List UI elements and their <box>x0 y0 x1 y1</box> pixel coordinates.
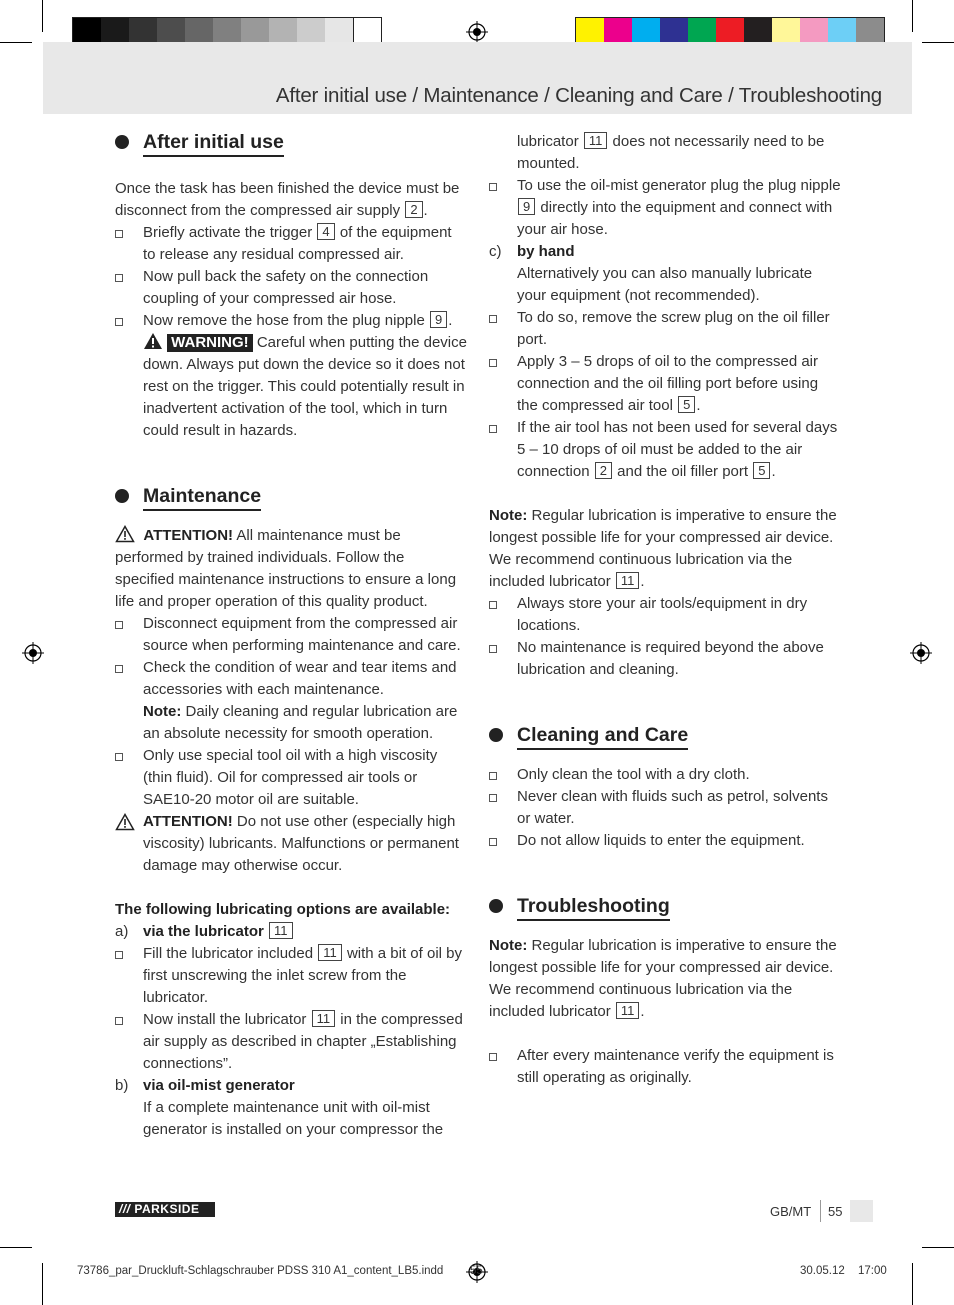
note-paragraph: Note: Regular lubrication is imperative to ensure the longest possible life for your compressed air device. We recommend continuous lubrication via the included lubricator 11 . <box>489 507 837 590</box>
crop-mark <box>42 0 43 32</box>
list-item: Now pull back the safety on the connection coupling of your compressed air hose. <box>115 266 467 310</box>
checkbox-bullet-icon <box>115 621 123 629</box>
crop-mark <box>42 1263 43 1305</box>
list-item: Fill the lubricator included 11 with a bit of oil by first unscrewing the inlet screw from the lubricator. <box>115 943 467 1009</box>
part-number: 2 <box>405 201 422 218</box>
list-item: Briefly activate the trigger 4 of the equipment to release any residual compressed air. <box>115 222 467 266</box>
registration-mark-icon <box>22 642 44 664</box>
checkbox-bullet-icon <box>115 230 123 238</box>
option-b: b) via oil-mist generator If a complete maintenance unit with oil-mist generator is installed on your compressor the <box>115 1077 444 1138</box>
checkbox-bullet-icon <box>489 838 497 846</box>
paragraph: Once the task has been finished the device must be disconnect from the compressed air supply 2 . <box>115 180 460 219</box>
attention-triangle-icon <box>115 525 135 543</box>
footer-divider <box>820 1200 821 1222</box>
checkbox-bullet-icon <box>489 425 497 433</box>
paragraph: lubricator 11 does not necessarily need to be mounted. <box>517 133 825 172</box>
crop-mark <box>912 1263 913 1305</box>
part-number: 9 <box>518 198 535 215</box>
checkbox-bullet-icon <box>489 359 497 367</box>
list-item: Do not allow liquids to enter the equipment. <box>489 830 841 852</box>
section-heading-after-initial-use: After initial use <box>115 127 467 157</box>
list-item: To do so, remove the screw plug on the oil filler port. <box>489 307 841 351</box>
list-item: Always store your air tools/equipment in dry locations. <box>489 593 841 637</box>
checkbox-bullet-icon <box>115 318 123 326</box>
list-item: Only clean the tool with a dry cloth. <box>489 764 841 786</box>
attention-paragraph: ATTENTION! All maintenance must be performed by trained individuals. Follow the specified maintenance instructions to ensure a long life and proper operation of this quality product. <box>115 527 457 610</box>
slug-file-name: 73786_par_Druckluft-Schlagschrauber PDSS 310 A1_content_LB5.indd <box>77 1265 444 1277</box>
part-number: 11 <box>584 132 608 149</box>
checkbox-bullet-icon <box>115 951 123 959</box>
slug-time: 17:00 <box>858 1265 887 1277</box>
part-number: 9 <box>430 311 447 328</box>
section-heading-cleaning-and-care: Cleaning and Care <box>489 720 841 750</box>
right-column <box>489 131 841 1089</box>
list-item: No maintenance is required beyond the above lubrication and cleaning. <box>489 637 841 681</box>
bullet-dot <box>115 489 129 503</box>
crop-mark <box>912 0 913 32</box>
list-item: Apply 3 – 5 drops of oil to the compressed air connection and the oil filling port before using the compressed air tool 5 . <box>489 351 841 417</box>
checkbox-bullet-icon <box>489 183 497 191</box>
part-number: 4 <box>317 223 334 240</box>
slug-page-number: 55 <box>470 1265 483 1277</box>
checkbox-bullet-icon <box>489 315 497 323</box>
part-number: 11 <box>312 1010 336 1027</box>
crop-mark <box>922 1247 954 1248</box>
list-item: Now remove the hose from the plug nipple 9 . WARNING! Careful when putting the device down. Always put down the device so it does not rest on the trigger. This could potentially result in inadvertent activation of the tool, which in turn could result in hazards. <box>115 310 467 442</box>
checkbox-bullet-icon <box>489 645 497 653</box>
part-number: 11 <box>616 572 640 589</box>
option-a: a) via the lubricator 11 <box>115 921 467 943</box>
crop-mark <box>0 42 32 43</box>
checkbox-bullet-icon <box>489 1053 497 1061</box>
registration-mark-icon <box>466 21 488 43</box>
part-number: 5 <box>678 396 695 413</box>
bullet-dot <box>489 728 503 742</box>
part-number: 11 <box>318 944 342 961</box>
slug-date: 30.05.12 <box>800 1265 845 1277</box>
page-title: After initial use / Maintenance / Cleaning and Care / Troubleshooting <box>275 84 882 107</box>
registration-mark-icon <box>910 642 932 664</box>
checkbox-bullet-icon <box>489 772 497 780</box>
crop-mark <box>0 1247 32 1248</box>
checkbox-bullet-icon <box>115 274 123 282</box>
checkbox-bullet-icon <box>115 1017 123 1025</box>
checkbox-bullet-icon <box>115 665 123 673</box>
page-number-box <box>850 1200 873 1222</box>
warning-triangle-icon <box>143 332 163 350</box>
part-number: 2 <box>595 462 612 479</box>
logo-stripes-icon: /// <box>119 1202 131 1216</box>
language-code: GB/MT <box>770 1204 812 1219</box>
list-item: Never clean with fluids such as petrol, solvents or water. <box>489 786 841 830</box>
note-paragraph: Note: Regular lubrication is imperative to ensure the longest possible life for your compressed air device. We recommend continuous lubrication via the included lubricator 11 . <box>489 937 837 1020</box>
part-number: 5 <box>753 462 770 479</box>
list-item: Disconnect equipment from the compressed air source when performing maintenance and care. <box>115 613 467 657</box>
section-heading-troubleshooting: Troubleshooting <box>489 891 841 921</box>
bullet-dot <box>115 135 129 149</box>
options-heading: The following lubricating options are available: <box>115 901 451 918</box>
list-item: To use the oil-mist generator plug the plug nipple 9 directly into the equipment and connect with your air hose. <box>489 175 841 241</box>
list-item: Only use special tool oil with a high viscosity (thin fluid). Oil for compressed air tools or SAE10-20 motor oil are suitable. <box>115 745 467 811</box>
option-c: c) by hand Alternatively you can also manually lubricate your equipment (not recommended). <box>489 243 813 304</box>
section-heading-maintenance: Maintenance <box>115 481 467 511</box>
attention-triangle-icon <box>115 813 135 831</box>
attention-paragraph: ATTENTION! Do not use other (especially high viscosity) lubricants. Malfunctions or permanent damage may otherwise occur. <box>115 811 467 877</box>
bullet-dot <box>489 899 503 913</box>
crop-mark <box>922 42 954 43</box>
left-column <box>115 127 467 1141</box>
warning-label: WARNING! <box>167 334 253 352</box>
list-item: Now install the lubricator 11 in the compressed air supply as described in chapter „Establishing connections”. <box>115 1009 467 1075</box>
checkbox-bullet-icon <box>489 601 497 609</box>
part-number: 11 <box>616 1002 640 1019</box>
list-item: After every maintenance verify the equipment is still operating as originally. <box>489 1045 841 1089</box>
list-item: If the air tool has not been used for several days 5 – 10 drops of oil must be added to the air connection 2 and the oil filler port 5 . <box>489 417 841 483</box>
checkbox-bullet-icon <box>489 794 497 802</box>
brand-logo: /// PARKSIDE <box>115 1202 215 1217</box>
part-number: 11 <box>269 922 293 939</box>
checkbox-bullet-icon <box>115 753 123 761</box>
page-number: 55 <box>828 1204 843 1219</box>
list-item: Check the condition of wear and tear items and accessories with each maintenance. Note: Daily cleaning and regular lubrication are an absolute necessity for smooth operation. <box>115 657 467 745</box>
